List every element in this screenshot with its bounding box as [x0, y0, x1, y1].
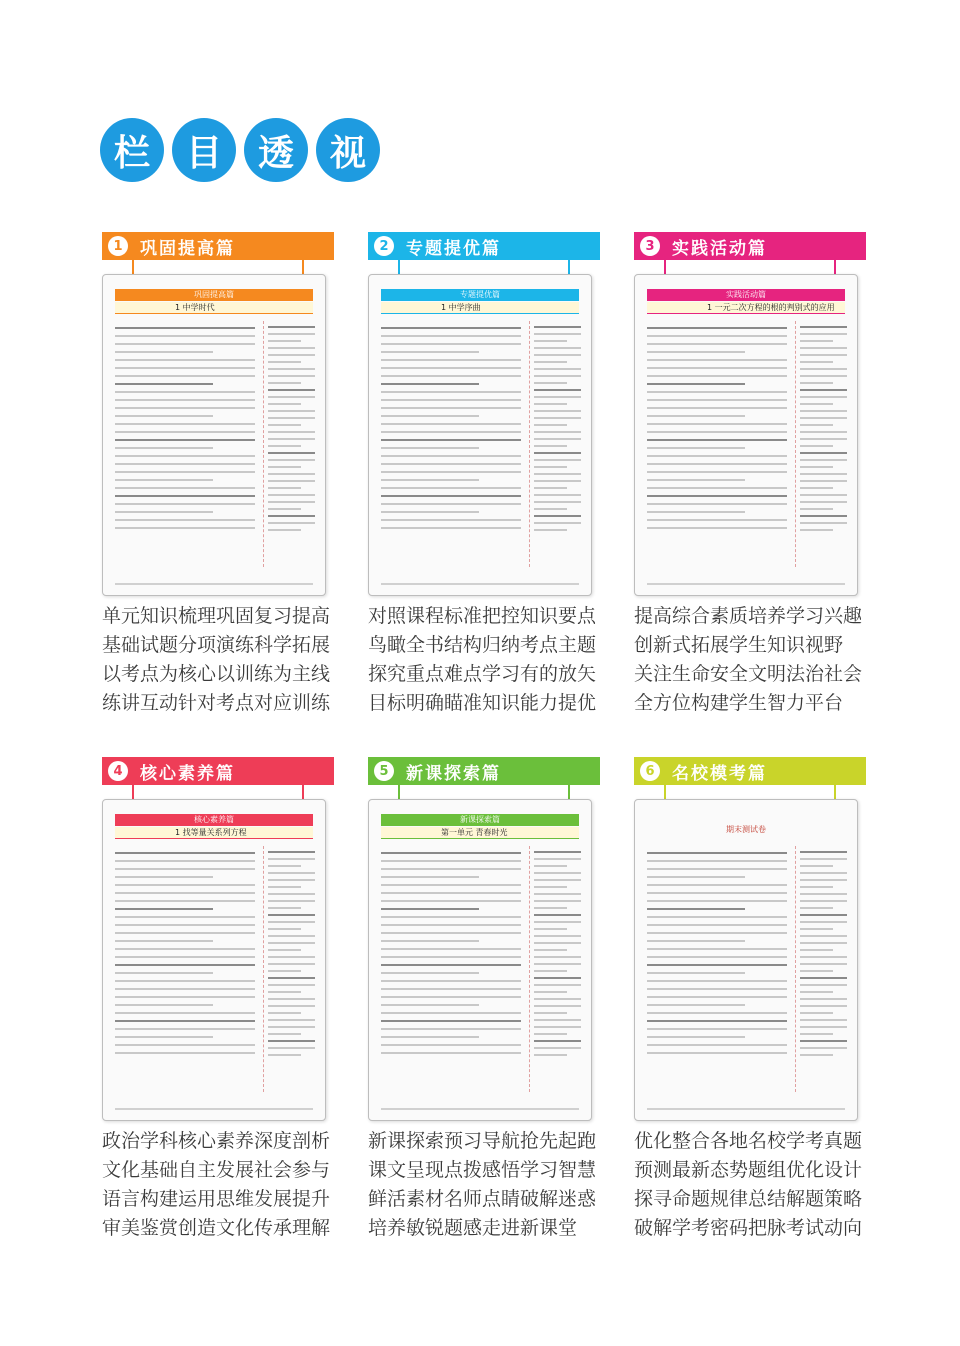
card-number: 5: [374, 761, 394, 781]
card-banner: [368, 232, 600, 260]
description-line: 审美鉴赏创造文化传承理解: [102, 1217, 331, 1239]
description-line: 培养敏锐题感走进新课堂: [368, 1217, 578, 1239]
preview-body: [647, 846, 787, 1092]
preview-header: 新课探索篇: [381, 814, 579, 826]
card-connector: [102, 785, 334, 799]
preview-sidebar: [263, 321, 315, 567]
card-label: 核心素养篇: [140, 763, 235, 784]
preview-footer: [115, 583, 313, 585]
description-line: 基础试题分项演练科学拓展: [102, 634, 331, 656]
description-line: 创新式拓展学生知识视野: [634, 634, 844, 656]
description-line: 全方位构建学生智力平台: [634, 692, 844, 714]
description-line: 新课探索预习导航抢先起跑: [368, 1130, 597, 1152]
feature-card: [368, 232, 600, 718]
card-description: [368, 1127, 600, 1243]
card-label: 实践活动篇: [672, 238, 767, 259]
title-char: 视: [316, 118, 380, 182]
card-banner: [102, 757, 334, 785]
section-title: [100, 118, 380, 182]
description-line: 目标明确瞄准知识能力提优: [368, 692, 597, 714]
description-line: 以考点为核心以训练为主线: [102, 663, 331, 685]
description-line: 预测最新态势题组优化设计: [634, 1159, 863, 1181]
description-line: 语言构建运用思维发展提升: [102, 1188, 331, 1210]
preview-subheader: 1 中学时代: [115, 302, 313, 314]
description-line: 政治学科核心素养深度剖析: [102, 1130, 331, 1152]
feature-card: [102, 232, 334, 718]
preview-sidebar: [795, 321, 847, 567]
preview-body: [381, 846, 521, 1092]
card-description: [102, 1127, 334, 1243]
preview-subheader: 第一单元 青春时光: [381, 827, 579, 839]
card-connector: [102, 260, 334, 274]
card-description: [634, 1127, 866, 1243]
preview-body: [381, 321, 521, 567]
description-line: 鲜活素材名师点睛破解迷惑: [368, 1188, 597, 1210]
feature-card: [634, 757, 866, 1243]
card-connector: [634, 785, 866, 799]
description-line: 课文呈现点拨感悟学习智慧: [368, 1159, 597, 1181]
card-number: 3: [640, 236, 660, 256]
card-banner: [634, 232, 866, 260]
preview-sidebar: [795, 846, 847, 1092]
description-line: 探寻命题规律总结解题策略: [634, 1188, 863, 1210]
preview-subheader: 1 一元二次方程的根的判别式的应用: [647, 302, 845, 314]
feature-card: [102, 757, 334, 1243]
preview-body: [647, 321, 787, 567]
card-description: [102, 602, 334, 718]
page-preview-image: [634, 274, 858, 596]
description-line: 对照课程标准把控知识要点: [368, 605, 597, 627]
card-number: 6: [640, 761, 660, 781]
preview-subheader: 1 找等量关系列方程: [115, 827, 313, 839]
description-line: 探究重点难点学习有的放矢: [368, 663, 597, 685]
description-line: 文化基础自主发展社会参与: [102, 1159, 331, 1181]
preview-header: 专题提优篇: [381, 289, 579, 301]
preview-footer: [115, 1108, 313, 1110]
card-label: 名校模考篇: [672, 763, 767, 784]
card-label: 巩固提高篇: [140, 238, 235, 259]
card-label: 新课探索篇: [406, 763, 501, 784]
title-char: 透: [244, 118, 308, 182]
card-description: [368, 602, 600, 718]
preview-footer: [381, 1108, 579, 1110]
preview-footer: [381, 583, 579, 585]
page-preview-image: [368, 799, 592, 1121]
card-connector: [368, 260, 600, 274]
page-preview-image: [102, 799, 326, 1121]
card-description: [634, 602, 866, 718]
preview-header: 核心素养篇: [115, 814, 313, 826]
description-line: 提高综合素质培养学习兴趣: [634, 605, 863, 627]
preview-sidebar: [529, 321, 581, 567]
card-connector: [368, 785, 600, 799]
page-preview-image: [634, 799, 858, 1121]
preview-header: 巩固提高篇: [115, 289, 313, 301]
preview-subheader: 1 中学序曲: [381, 302, 579, 314]
title-char: 目: [172, 118, 236, 182]
card-banner: [102, 232, 334, 260]
card-number: 4: [108, 761, 128, 781]
description-line: 练讲互动针对考点对应训练: [102, 692, 331, 714]
page-preview-image: [368, 274, 592, 596]
description-line: 关注生命安全文明法治社会: [634, 663, 863, 685]
description-line: 鸟瞰全书结构归纳考点主题: [368, 634, 597, 656]
title-char: 栏: [100, 118, 164, 182]
card-label: 专题提优篇: [406, 238, 501, 259]
card-number: 1: [108, 236, 128, 256]
page-preview-image: [102, 274, 326, 596]
feature-card: [368, 757, 600, 1243]
preview-body: [115, 321, 255, 567]
feature-card: [634, 232, 866, 718]
preview-sidebar: [529, 846, 581, 1092]
description-line: 优化整合各地名校学考真题: [634, 1130, 863, 1152]
description-line: 单元知识梳理巩固复习提高: [102, 605, 331, 627]
description-line: 破解学考密码把脉考试动向: [634, 1217, 863, 1239]
preview-footer: [647, 583, 845, 585]
preview-sidebar: [263, 846, 315, 1092]
preview-body: [115, 846, 255, 1092]
preview-header: 期末测试卷: [726, 825, 766, 834]
card-banner: [368, 757, 600, 785]
card-banner: [634, 757, 866, 785]
card-connector: [634, 260, 866, 274]
card-number: 2: [374, 236, 394, 256]
preview-header: 实践活动篇: [647, 289, 845, 301]
preview-footer: [647, 1108, 845, 1110]
